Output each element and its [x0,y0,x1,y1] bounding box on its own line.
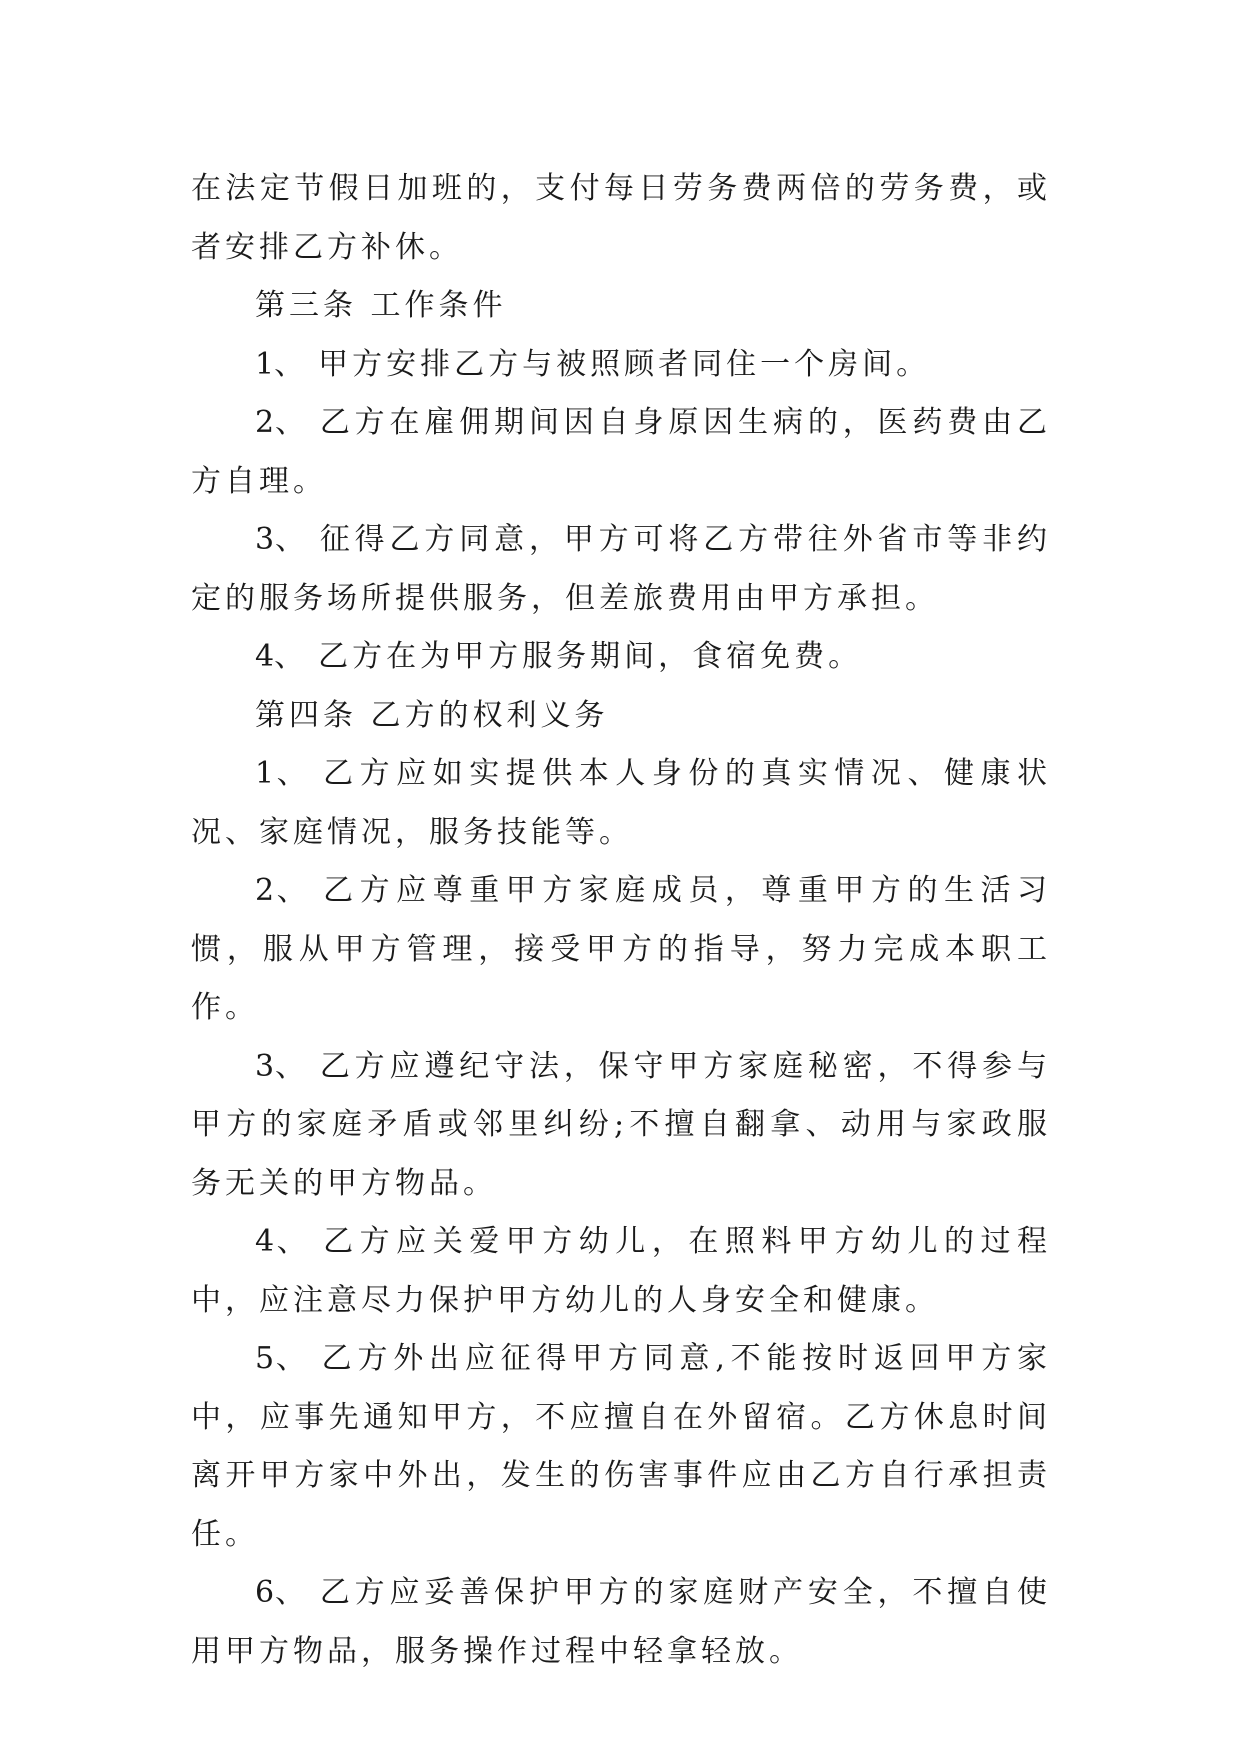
item-number: 5、 [255,1341,308,1376]
list-item [191,745,1051,862]
list-item [191,628,1051,687]
item-text: 乙方应遵纪守法，保守甲方家庭秘密，不得参与甲方的家庭矛盾或邻里纠纷;不擅自翻拿、动用与家政服务无关的甲方物品。 [191,1048,1051,1201]
item-text: 乙方应尊重甲方家庭成员，尊重甲方的生活习惯，服从甲方管理，接受甲方的指导，努力完成本职工作。 [191,873,1052,1025]
item-text: 征得乙方同意，甲方可将乙方带往外省市等非约定的服务场所提供服务，但差旅费用由甲方承担。 [191,522,1051,616]
item-text: 乙方在雇佣期间因自身原因生病的，医药费由乙方自理。 [191,405,1051,499]
item-number: 3、 [255,1048,306,1084]
section-heading-article-4 [191,687,1051,746]
heading-text: 第三条 工作条件 [255,288,507,323]
item-text: 乙方外出应征得甲方同意,不能按时返回甲方家中，应事先通知甲方，不应擅自在外留宿。乙方休息时间离开甲方家中外出，发生的伤害事件应由乙方自行承担责任。 [191,1341,1051,1552]
item-text: 甲方安排乙方与被照顾者同住一个房间。 [318,346,931,382]
list-item [191,1330,1051,1564]
item-text: 乙方应如实提供本人身份的真实情况、健康状况、家庭情况，服务技能等。 [191,756,1052,850]
list-item [191,511,1051,628]
item-number: 1、 [255,756,310,791]
item-text: 乙方应关爱甲方幼儿，在照料甲方幼儿的过程中，应注意尽力保护甲方幼儿的人身安全和健康。 [191,1224,1052,1318]
item-number: 2、 [255,873,310,908]
item-number: 3、 [255,522,306,557]
item-text: 乙方在为甲方服务期间，食宿免费。 [318,639,863,674]
item-number: 4、 [255,639,305,674]
list-item [191,336,1051,395]
list-item [191,1038,1051,1214]
paragraph-text: 在法定节假日加班的，支付每日劳务费两倍的劳务费，或者安排乙方补休。 [191,171,1051,265]
item-number: 6、 [255,1575,306,1610]
section-heading-article-3 [191,277,1051,336]
paragraph-continuation [191,160,1051,277]
item-number: 4、 [255,1224,310,1259]
list-item [191,394,1051,511]
item-text: 乙方应妥善保护甲方的家庭财产安全，不擅自使用甲方物品，服务操作过程中轻拿轻放。 [191,1575,1051,1669]
item-number: 2、 [255,405,306,440]
list-item [191,862,1051,1038]
document-body [191,160,1051,1681]
heading-text: 第四条 乙方的权利义务 [255,697,609,733]
item-number: 1、 [255,346,305,382]
list-item [191,1564,1051,1681]
list-item [191,1213,1051,1330]
